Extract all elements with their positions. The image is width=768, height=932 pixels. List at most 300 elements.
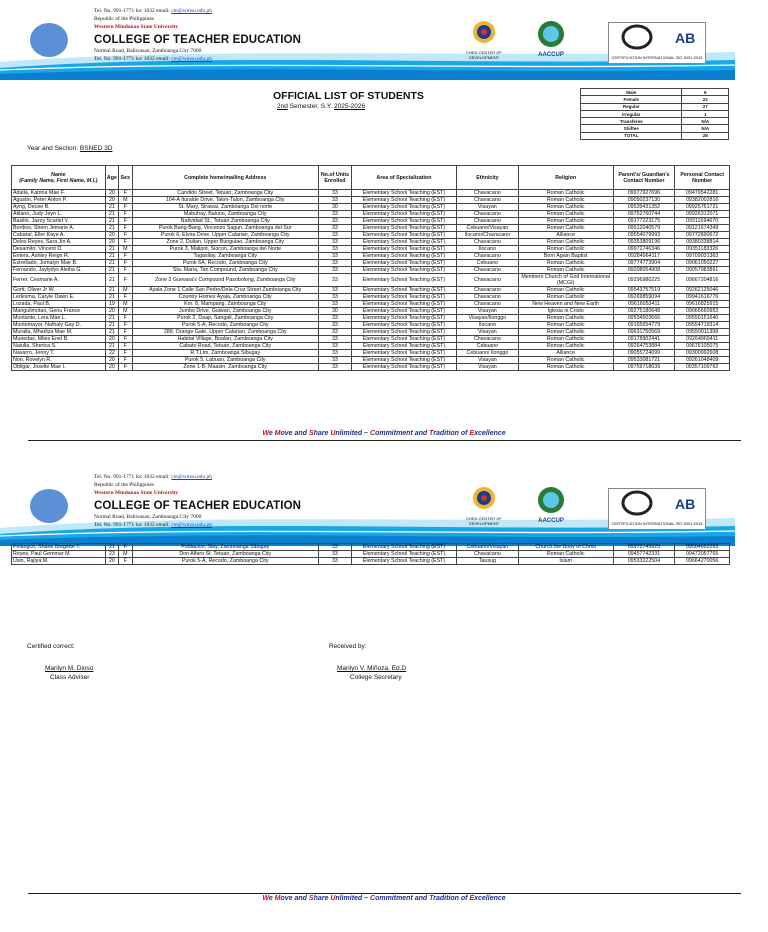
cell-personal-contact: 09925751721 (675, 204, 730, 211)
cell-religion: Roman Catholic (518, 260, 613, 267)
cell-ethnicity: Ilocano (456, 246, 518, 253)
header-tel-line-2: Tel. No. 991-1771 loc 1032 email: cte@wmsu.edu.ph (94, 474, 213, 480)
cell-name: Montemayor, Nathaly Gay D. (12, 322, 106, 329)
college-name-2: COLLEGE OF TEACHER EDUCATION (94, 500, 302, 512)
cell-age: 20 (105, 308, 118, 315)
cell-address: Purok 6, Elvira Drive, Upper Calarian, Zamboanga City (132, 232, 318, 239)
cell-address: Poblacion, Siay, Zamboanga Sibugay (132, 544, 318, 551)
cell-units: 30 (318, 204, 351, 211)
cell-ethnicity: Visayan (456, 357, 518, 364)
cell-age: 21 (105, 260, 118, 267)
cell-sex: M (119, 246, 132, 253)
cell-area: Elementary School Teaching (EST) (351, 260, 456, 267)
cell-parent-contact: 09165654779 (613, 322, 675, 329)
address-line-2: Normal Road, Baliwasan, Zamboanga City 7000 (94, 514, 202, 520)
cell-area: Elementary School Teaching (EST) (351, 197, 456, 204)
cell-ethnicity: Chavacano (456, 267, 518, 274)
cell-area: Elementary School Teaching (EST) (351, 225, 456, 232)
cell-religion: Born Again Baptist (518, 253, 613, 260)
stats-label: TOTAL (581, 132, 682, 139)
cell-parent-contact: 09759718639 (613, 364, 675, 371)
cell-units: 33 (318, 558, 351, 565)
cell-address: 104-A Ituralde Drive, Talon-Talon, Zamboanga City (132, 197, 318, 204)
motto-word: ove and (280, 430, 309, 437)
footer-rule-1 (28, 440, 741, 441)
stats-label: Regular (581, 103, 682, 110)
cell-ethnicity: Chavacano (456, 274, 518, 287)
cell-religion: Members Church of God International (MCGI) (518, 274, 613, 287)
cell-personal-contact: 09676105075 (675, 343, 730, 350)
cell-sex: F (119, 239, 132, 246)
cell-sex: F (119, 225, 132, 232)
cell-ethnicity: Cebuano (456, 260, 518, 267)
cell-units: 33 (318, 267, 351, 274)
cell-sex: F (119, 218, 132, 225)
motto-initial: T (429, 430, 434, 437)
email-link-2[interactable]: cte@wmsu.edu.ph (171, 474, 213, 480)
table-row (12, 246, 730, 253)
cert-mark-text-2: AB (675, 496, 696, 512)
cell-age: 20 (105, 197, 118, 204)
cell-area: Elementary School Teaching (EST) (351, 287, 456, 294)
cell-name: Gorit, Oliver Jr W. (12, 287, 106, 294)
cell-age: 21 (105, 287, 118, 294)
header-tel-line-bottom-2: Tel. No. 991-1771 loc 1032 email: cte@wmsu.edu.ph (94, 522, 213, 528)
cell-age: 20 (105, 364, 118, 371)
republic-line: Republic of the Philippines (94, 16, 155, 22)
motto-footer-2 (0, 895, 768, 902)
cell-parent-contact: 09774773904 (613, 260, 675, 267)
cell-age: 21 (105, 246, 118, 253)
cell-units: 33 (318, 232, 351, 239)
university-name-2: Western Mindanao State University (94, 490, 179, 496)
cell-units: 33 (318, 343, 351, 350)
cell-area: Elementary School Teaching (EST) (351, 343, 456, 350)
cell-area: Elementary School Teaching (EST) (351, 239, 456, 246)
cell-parent-contact: 09208054908 (613, 267, 675, 274)
cell-ethnicity: Chavacano (456, 301, 518, 308)
cell-sex: F (119, 260, 132, 267)
cell-sex: F (119, 190, 132, 197)
cell-sex: F (119, 364, 132, 371)
table-row (12, 544, 730, 551)
cell-units: 33 (318, 260, 351, 267)
cell-age: 21 (105, 267, 118, 274)
cell-address: Tagasilay, Zamboanga City (132, 253, 318, 260)
college-name: COLLEGE OF TEACHER EDUCATION (94, 34, 302, 46)
cell-personal-contact: 09550011398 (675, 329, 730, 336)
cell-religion: Roman Catholic (518, 225, 613, 232)
cell-personal-contact: 09772890672 (675, 232, 730, 239)
cell-personal-contact: 09550151640 (675, 315, 730, 322)
cell-units: 33 (318, 350, 351, 357)
cell-parent-contact: 09533081721 (613, 357, 675, 364)
col-religion: Religion (518, 166, 613, 190)
cell-name: Fernando, Jaylydys Aleiha G. (12, 267, 106, 274)
iso-certification-logo-icon-2: AB CERTIFICATION INTERNATIONAL ISO 9001:2015 (608, 488, 706, 530)
motto-word: xcellence (474, 430, 506, 437)
cell-sex: M (119, 551, 132, 558)
university-name: Western Mindanao State University (94, 24, 179, 30)
cell-name: Non, Rovelyn R. (12, 357, 106, 364)
cell-personal-contact: 09264969411 (675, 336, 730, 343)
cell-religion: Roman Catholic (518, 218, 613, 225)
col-sex: Sex (119, 166, 132, 190)
cell-parent-contact: 09977927696 (613, 190, 675, 197)
cell-area: Elementary School Teaching (EST) (351, 211, 456, 218)
cell-name: Mangulimotan, Genu France (12, 308, 106, 315)
table-row (12, 274, 730, 287)
cell-religion: Roman Catholic (518, 267, 613, 274)
cell-sex: F (119, 253, 132, 260)
cell-area: Elementary School Teaching (EST) (351, 364, 456, 371)
stats-row (581, 132, 729, 139)
cell-units: 33 (318, 364, 351, 371)
address-line: Normal Road, Baliwasan, Zamboanga City 7000 (94, 48, 202, 54)
table-row (12, 336, 730, 343)
table-row (12, 315, 730, 322)
cell-personal-contact: 09382002816 (675, 197, 730, 204)
cell-religion: Roman Catholic (518, 211, 613, 218)
cell-units: 33 (318, 294, 351, 301)
cell-ethnicity: Visayan (456, 364, 518, 371)
cell-ethnicity: Cebuano/Visayan (456, 225, 518, 232)
cell-age: 21 (105, 225, 118, 232)
cell-sex: F (119, 343, 132, 350)
motto-word: xcellence (474, 895, 506, 902)
cell-parent-contact: 09631750569 (613, 329, 675, 336)
cell-age: 21 (105, 329, 118, 336)
stats-value: N/A (682, 125, 729, 132)
cell-religion: Roman Catholic (518, 197, 613, 204)
motto-word: ommitment and (375, 430, 430, 437)
cell-age: 20 (105, 190, 118, 197)
motto-initial: W (262, 895, 269, 902)
cell-age: 20 (105, 357, 118, 364)
cert-mark-text: AB (675, 30, 696, 46)
table-row (12, 287, 730, 294)
cell-units: 33 (318, 551, 351, 558)
motto-initial: U (330, 895, 336, 902)
cell-area: Elementary School Teaching (EST) (351, 315, 456, 322)
cell-ethnicity: Visayan/Ilonggo (456, 315, 518, 322)
table-row (12, 190, 730, 197)
cell-name: Muralla, Mharliza Mae M. (12, 329, 106, 336)
cell-religion: Roman Catholic (518, 551, 613, 558)
cell-name: Basilio, Jazzy Scarlet V. (12, 218, 106, 225)
cell-address: Don Alfaro St. Tetuan, Zamboanga City (132, 551, 318, 558)
cell-area: Elementary School Teaching (EST) (351, 329, 456, 336)
cell-ethnicity: Chavacano (456, 551, 518, 558)
table-row (12, 551, 730, 558)
cell-religion: Roman Catholic (518, 204, 613, 211)
stats-value: N/A (682, 118, 729, 125)
table-row (12, 197, 730, 204)
cell-area: Elementary School Teaching (EST) (351, 204, 456, 211)
cell-sex: F (119, 558, 132, 565)
cell-address: Zone 2, Dulian, Upper Bunguiao, Zamboanga City (132, 239, 318, 246)
motto-word: ommitment and (375, 895, 430, 902)
table-row (12, 558, 730, 565)
col-personal-contact: Personal Contact Number (675, 166, 730, 190)
stats-value: 22 (682, 96, 729, 103)
cell-parent-contact: 09533222504 (613, 558, 675, 565)
cell-ethnicity: Chavacano (456, 239, 518, 246)
cell-units: 33 (318, 329, 351, 336)
stats-value: 28 (682, 132, 729, 139)
cell-area: Elementary School Teaching (EST) (351, 267, 456, 274)
cell-name: Naiulla, Sherica S. (12, 343, 106, 350)
cell-name: Obligar, Joselle Mae I. (12, 364, 106, 371)
cell-personal-contact: 09061050227 (675, 260, 730, 267)
cell-address: St. Mary, Sirawai, Zamboanga Del norte (132, 204, 318, 211)
cell-area: Elementary School Teaching (EST) (351, 301, 456, 308)
cell-age: 21 (105, 322, 118, 329)
cell-personal-contact: 09479542281 (675, 190, 730, 197)
cell-address: Purok Bang-Bang, Vincenzo Sagun, Zamboanga del Sur (132, 225, 318, 232)
table-row (12, 357, 730, 364)
cell-ethnicity: Chavacano (456, 253, 518, 260)
cell-address: Candido Street, Tetuan, Zamboanga City (132, 190, 318, 197)
cell-religion: Roman Catholic (518, 364, 613, 371)
cell-area: Elementary School Teaching (EST) (351, 336, 456, 343)
cell-name: Reyes, Paul Gemmar M. (12, 551, 106, 558)
table-row (12, 239, 730, 246)
col-area: Area of Specialization (351, 166, 456, 190)
motto-word: hare (313, 430, 331, 437)
cell-name: Bordios, Shem Jemarie A. (12, 225, 106, 232)
cell-area: Elementary School Teaching (EST) (351, 551, 456, 558)
received-name: Marilyn V. Miñoza, Ed.D (337, 665, 407, 672)
stats-label: Female (581, 96, 682, 103)
cell-age: 20 (105, 336, 118, 343)
cell-name: Entera, Ashley Reign R. (12, 253, 106, 260)
cell-ethnicity: Chavacano (456, 211, 518, 218)
table-row (12, 294, 730, 301)
cell-address: R.T.Lim, Zamboanga Sibugay (132, 350, 318, 357)
cell-area: Elementary School Teaching (EST) (351, 253, 456, 260)
cell-age: 20 (105, 558, 118, 565)
cell-religion: Roman Catholic (518, 239, 613, 246)
cell-units: 33 (318, 197, 351, 204)
cell-age: 21 (105, 294, 118, 301)
cell-personal-contact: 09504652263 (675, 544, 730, 551)
cell-area: Elementary School Teaching (EST) (351, 322, 456, 329)
cell-address: Km. 8, Mampang, Zamboanga City (132, 301, 318, 308)
motto-footer-1 (0, 430, 768, 437)
table-row (12, 301, 730, 308)
cell-name: Cabaral, Eller Kaye A. (12, 232, 106, 239)
cell-age: 21 (105, 253, 118, 260)
university-seal-icon (30, 23, 68, 57)
cell-religion: Islam (518, 558, 613, 565)
cell-parent-contact: 09512040579 (613, 225, 675, 232)
cell-ethnicity: Chavacano (456, 197, 518, 204)
cell-area: Elementary School Teaching (EST) (351, 294, 456, 301)
cell-age: 21 (105, 274, 118, 287)
year-section: Year and Section: BSNED 3D (27, 145, 113, 152)
letterhead-2 (0, 466, 740, 548)
cell-ethnicity: Chavacano (456, 218, 518, 225)
cell-address: Purok 5, Labuan, Zamboanga City (132, 357, 318, 364)
cell-personal-contact: 09066660953 (675, 308, 730, 315)
cell-address: Mabuhay, Baluno, Zamboanga City (132, 211, 318, 218)
cell-personal-contact: 09616825915 (675, 301, 730, 308)
cell-units: 33 (318, 211, 351, 218)
stats-label: Male (581, 89, 682, 96)
cell-address: Natividad St., Tetuan Zamboanga City (132, 218, 318, 225)
stats-value: 6 (682, 89, 729, 96)
cell-personal-contact: 09926312071 (675, 211, 730, 218)
cell-ethnicity: Ilocano (456, 322, 518, 329)
cell-sex: F (119, 315, 132, 322)
cell-sex: F (119, 544, 132, 551)
cell-units: 33 (318, 239, 351, 246)
cell-sex: M (119, 197, 132, 204)
letterhead-1 (0, 0, 740, 82)
cell-area: Elementary School Teaching (EST) (351, 218, 456, 225)
roster-header-row (12, 166, 730, 190)
cell-ethnicity: Chavacano (456, 287, 518, 294)
cell-religion: Roman Catholic (518, 322, 613, 329)
cell-units: 33 (318, 322, 351, 329)
iso-certification-logo-icon: AB CERTIFICATION INTERNATIONAL ISO 9001:2015 (608, 22, 706, 64)
motto-initial: S (308, 430, 314, 437)
cell-units: 33 (318, 287, 351, 294)
cell-age: 21 (105, 315, 118, 322)
cell-units: 33 (318, 544, 351, 551)
cell-personal-contact: 09357109762 (675, 364, 730, 371)
cell-units: 33 (318, 190, 351, 197)
cell-parent-contact: 09296980225 (613, 274, 675, 287)
table-row (12, 308, 730, 315)
cell-area: Elementary School Teaching (EST) (351, 544, 456, 551)
cell-age: 21 (105, 218, 118, 225)
cell-ethnicity: Visayan (456, 308, 518, 315)
email-link[interactable]: cte@wmsu.edu.ph (171, 8, 213, 14)
stats-value: 27 (682, 103, 729, 110)
cell-parent-contact: 09972745925 (613, 544, 675, 551)
motto-word: e (268, 430, 275, 437)
cell-personal-contact: 09121674349 (675, 225, 730, 232)
cell-parent-contact: 09353809196 (613, 239, 675, 246)
republic-line-2: Republic of the Philippines (94, 482, 155, 488)
cell-religion: Roman Catholic (518, 287, 613, 294)
cell-ethnicity: Chavacano (456, 336, 518, 343)
email-link-bottom[interactable]: cte@wmsu.edu.ph (171, 56, 213, 62)
stats-row (581, 110, 729, 117)
cell-personal-contact: 09380338814 (675, 239, 730, 246)
col-units: No.of Units Enrolled (318, 166, 351, 190)
motto-initial: M (274, 895, 281, 902)
cell-address: Habitat Village, Boalan, Zamboanga City (132, 336, 318, 343)
table-row (12, 204, 730, 211)
cell-personal-contact: 09311694670 (675, 218, 730, 225)
received-label: Received by: (329, 643, 367, 650)
table-row (12, 329, 730, 336)
table-row (12, 211, 730, 218)
cell-personal-contact: 09554719314 (675, 322, 730, 329)
cell-area: Elementary School Teaching (EST) (351, 246, 456, 253)
table-row (12, 350, 730, 357)
cell-sex: F (119, 204, 132, 211)
cell-units: 33 (318, 315, 351, 322)
cell-parent-contact: 09554079993 (613, 232, 675, 239)
university-seal-icon-2 (30, 489, 68, 523)
col-name: Name (Family Name, First Name, M.I.) (12, 166, 106, 190)
cell-name: Pelangco, Shane Bregette T. (12, 544, 106, 551)
cell-address: Purok 5-A, Recodo, Zamboanga City (132, 322, 318, 329)
cell-ethnicity: Chavacano (456, 294, 518, 301)
cell-sex: F (119, 294, 132, 301)
table-row (12, 260, 730, 267)
cell-age: 21 (105, 343, 118, 350)
cell-name: Ledesma, Caryle Dawn E. (12, 294, 106, 301)
motto-initial: U (330, 430, 336, 437)
cell-area: Elementary School Teaching (EST) (351, 558, 456, 565)
stats-row (581, 118, 729, 125)
motto-word: nlimited – (335, 430, 370, 437)
cell-ethnicity: Cebuano/ Ilonggo (456, 350, 518, 357)
cell-sex: M (119, 301, 132, 308)
cell-religion: Roman Catholic (518, 357, 613, 364)
cell-name: Adalla, Katrina Mae F. (12, 190, 106, 197)
table-row (12, 225, 730, 232)
table-row (12, 218, 730, 225)
cell-religion: Roman Catholic (518, 190, 613, 197)
cell-parent-contact: 09972746346 (613, 246, 675, 253)
cell-address: Country Homes Ayala, Zamboanga City (132, 294, 318, 301)
cell-ethnicity: Ilocano/Chavacano (456, 232, 518, 239)
table-row (12, 232, 730, 239)
motto-initial: E (469, 895, 475, 902)
certified-label: Certified correct: (27, 643, 75, 650)
cell-parent-contact: 09539431352 (613, 204, 675, 211)
aaccup-logo-icon: AACCUP (530, 20, 572, 60)
cell-personal-contact: 09709031363 (675, 253, 730, 260)
stats-row (581, 103, 729, 110)
stats-row (581, 125, 729, 132)
cell-ethnicity: Visayan (456, 329, 518, 336)
cell-religion: Roman Catholic (518, 246, 613, 253)
cell-personal-contact: 09057983891 (675, 267, 730, 274)
student-roster-table-continued (11, 543, 730, 565)
col-ethnicity: Ethnicity (456, 166, 518, 190)
certified-title: Class Adviser (50, 674, 90, 681)
document-title: OFFICIAL LIST OF STUDENTS (273, 90, 424, 102)
cell-age: 21 (105, 204, 118, 211)
header-tel-line-bottom: Tel. No. 991-1771 loc 1032 email: cte@wmsu.edu.ph (94, 56, 213, 62)
motto-initial: M (274, 430, 281, 437)
motto-initial: W (262, 430, 269, 437)
cell-units: 33 (318, 336, 351, 343)
cell-religion: Roman Catholic (518, 294, 613, 301)
motto-word: e (268, 895, 275, 902)
cell-parent-contact: 09178902441 (613, 336, 675, 343)
cell-personal-contact: 09351183326 (675, 246, 730, 253)
email-link-bottom-2[interactable]: cte@wmsu.edu.ph (171, 522, 213, 528)
stats-value: 1 (682, 110, 729, 117)
cell-age: 22 (105, 350, 118, 357)
cell-religion: New Heaven and New Earth (518, 301, 613, 308)
cell-sex: F (119, 336, 132, 343)
cell-personal-contact: 09300992608 (675, 350, 730, 357)
stats-label: Irregular (581, 110, 682, 117)
cell-religion: Roman Catholic (518, 343, 613, 350)
student-roster-table (11, 165, 730, 371)
ched-coe-logo-icon-2: CHED CENTER OF DEVELOPMENT (466, 486, 502, 522)
cell-name: Ferrer, Cesmarie A. (12, 274, 106, 287)
